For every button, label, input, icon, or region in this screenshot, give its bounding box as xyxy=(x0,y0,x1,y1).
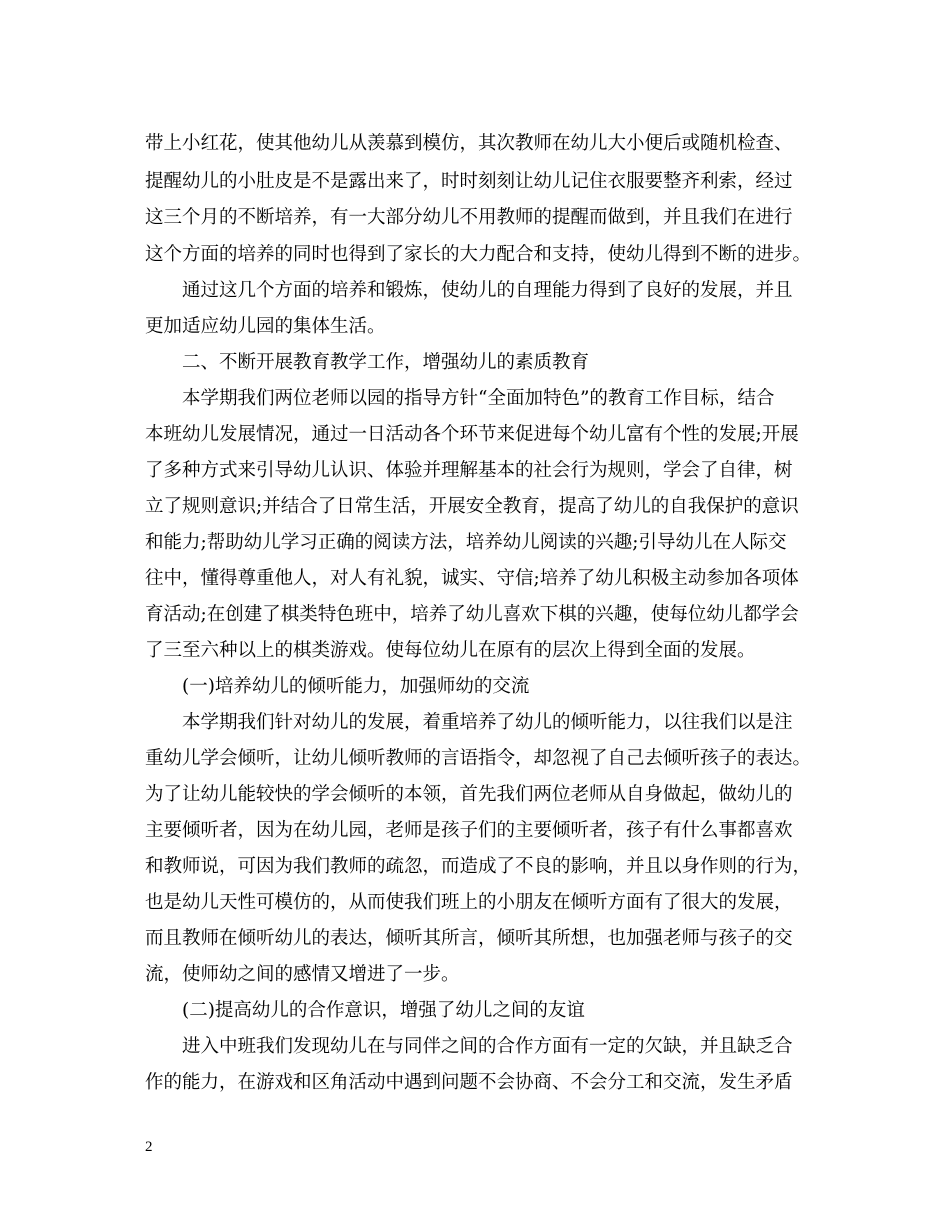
text-line: 育活动;在创建了棋类特色班中，培养了幼儿喜欢下棋的兴趣，使每位幼儿都学会 xyxy=(145,604,799,625)
text-line: 本班幼儿发展情况，通过一日活动各个环节来促进每个幼儿富有个性的发展;开展 xyxy=(145,424,799,445)
text-line: 带上小红花，使其他幼儿从羡慕到模仿，其次教师在幼儿大小便后或随机检查、 xyxy=(145,133,793,154)
text-line: 了三至六种以上的棋类游戏。使每位幼儿在原有的层次上得到全面的发展。 xyxy=(145,640,756,661)
text-line: 通过这几个方面的培养和锻炼，使幼儿的自理能力得到了良好的发展，并且 xyxy=(182,280,793,301)
text-line: 立了规则意识;并结合了日常生活，开展安全教育，提高了幼儿的自我保护的意识 xyxy=(145,496,799,517)
text-line: 这个方面的培养的同时也得到了家长的大力配合和支持，使幼儿得到不断的进步。 xyxy=(145,244,812,265)
page-number: 2 xyxy=(145,1139,153,1155)
text-line: 也是幼儿天性可模仿的，从而使我们班上的小朋友在倾听方面有了很大的发展， xyxy=(145,892,793,913)
text-line: 而且教师在倾听幼儿的表达，倾听其所言，倾听其所想，也加强老师与孩子的交 xyxy=(145,928,793,949)
text-line: 这三个月的不断培养，有一大部分幼儿不用教师的提醒而做到，并且我们在进行 xyxy=(145,207,793,228)
text-line: 重幼儿学会倾听，让幼儿倾听教师的言语指令，却忽视了自己去倾听孩子的表达。 xyxy=(145,748,812,769)
text-line: 更加适应幼儿园的集体生活。 xyxy=(145,316,386,337)
text-line: 进入中班我们发现幼儿在与同伴之间的合作方面有一定的欠缺，并且缺乏合 xyxy=(182,1036,793,1057)
subsection-heading: (一)培养幼儿的倾听能力，加强师幼的交流 xyxy=(182,676,530,697)
text-line: 和能力;帮助幼儿学习正确的阅读方法，培养幼儿阅读的兴趣;引导幼儿在人际交 xyxy=(145,532,787,553)
text-line: 了多种方式来引导幼儿认识、体验并理解基本的社会行为规则，学会了自律，树 xyxy=(145,460,793,481)
text-line: 主要倾听者，因为在幼儿园，老师是孩子们的主要倾听者，孩子有什么事都喜欢 xyxy=(145,820,793,841)
text-line: 作的能力，在游戏和区角活动中遇到问题不会协商、不会分工和交流，发生矛盾 xyxy=(145,1072,793,1093)
text-line: 和教师说，可因为我们教师的疏忽，而造成了不良的影响，并且以身作则的行为， xyxy=(145,856,812,877)
text-line: 流，使师幼之间的感情又增进了一步。 xyxy=(145,964,460,985)
text-line: 为了让幼儿能较快的学会倾听的本领，首先我们两位老师从自身做起，做幼儿的 xyxy=(145,784,793,805)
text-line: 本学期我们针对幼儿的发展，着重培养了幼儿的倾听能力，以往我们以是注 xyxy=(182,712,793,733)
text-line: 提醒幼儿的小肚皮是不是露出来了，时时刻刻让幼儿记住衣服要整齐利索，经过 xyxy=(145,171,793,192)
section-heading: 二、不断开展教育教学工作，增强幼儿的素质教育 xyxy=(182,352,590,373)
text-line: 往中，懂得尊重他人，对人有礼貌，诚实、守信;培养了幼儿积极主动参加各项体 xyxy=(145,568,799,589)
subsection-heading: (二)提高幼儿的合作意识，增强了幼儿之间的友谊 xyxy=(182,1000,585,1021)
text-line: 本学期我们两位老师以园的指导方针“全面加特色”的教育工作目标，结合 xyxy=(182,388,775,409)
